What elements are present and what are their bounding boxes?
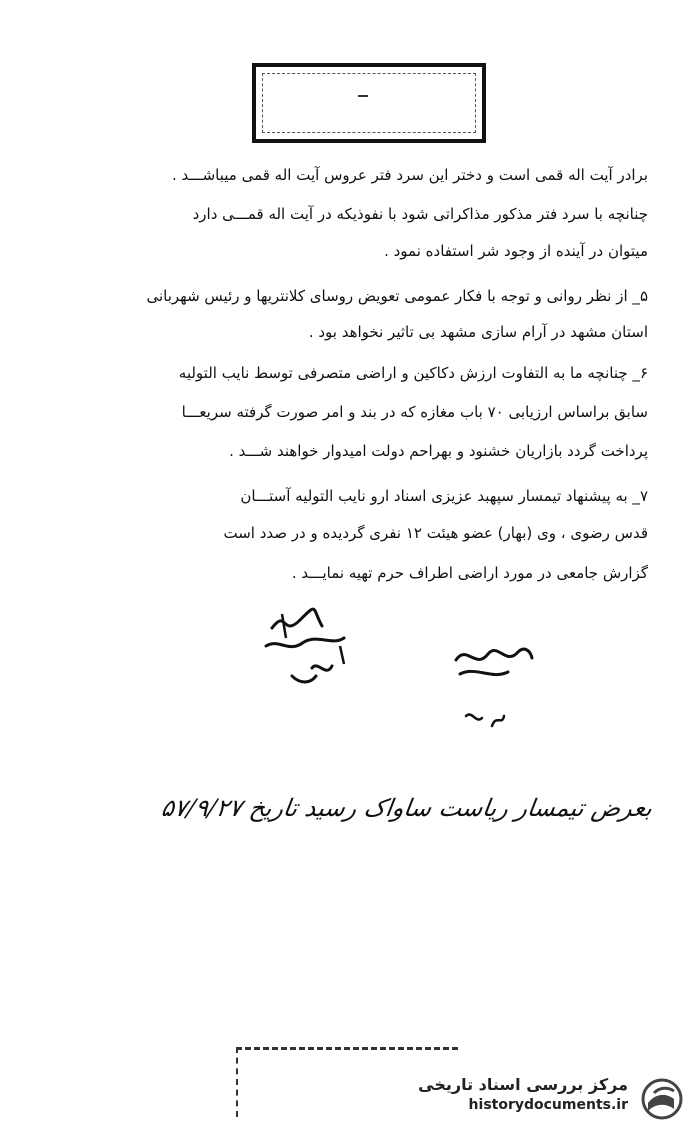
document-line: گزارش جامعی در مورد اراضی اطراف حرم تهیه نمایـــد .	[291, 564, 648, 582]
document-line: میتوان در آینده از وجود شر استفاده نمود .	[384, 242, 648, 260]
signature-left	[252, 598, 362, 698]
signature-right	[446, 630, 536, 740]
document-line: برادر آیت اله قمی است و دختر این سرد فتر عروس آیت اله قمی میباشـــد .	[171, 166, 648, 184]
document-line: سابق براساس ارزیابی ۷۰ باب مغازه که در بند و امر صورت گرفته سریعـــا	[181, 403, 648, 421]
watermark-title: مرکز بررسی اسناد تاریخی	[418, 1075, 628, 1094]
document-line: پرداخت گردد بازاریان خشنود و بهراحم دولت امیدوار خواهند شـــد .	[229, 442, 648, 460]
watermark-url: historydocuments.ir	[468, 1097, 628, 1113]
document-line: ۶_ چنانچه ما به التفاوت ارزش دکاکین و اراضی متصرفی توسط نایب التولیه	[178, 364, 648, 382]
document-line: استان مشهد در آرام سازی مشهد بی تاثیر نخواهد بود .	[308, 323, 648, 341]
top-stamp-box	[252, 63, 486, 143]
document-line: چنانچه با سرد فتر مذکور مذاکراتی شود با نفوذیکه در آیت اله قمـــی دارد	[192, 205, 648, 223]
document-line: قدس رضوی ، وی (بهار) عضو هیئت ۱۲ نفری گردیده و در صدد است	[223, 524, 648, 542]
document-line: ۵_ از نظر روانی و توجه با فکار عمومی تعویض روسای کلانتریها و رئیس شهربانی	[146, 287, 648, 305]
watermark	[420, 1075, 690, 1121]
open-book-logo-icon	[636, 1077, 686, 1121]
handwritten-note: بعرض تیمسار ریاست ساواک رسید تاریخ ۵۷/۹/۲۷	[159, 794, 654, 822]
document-line: ۷_ به پیشنهاد تیمسار سپهبد عزیزی اسناد ارو نایب التولیه آستـــان	[240, 487, 648, 505]
